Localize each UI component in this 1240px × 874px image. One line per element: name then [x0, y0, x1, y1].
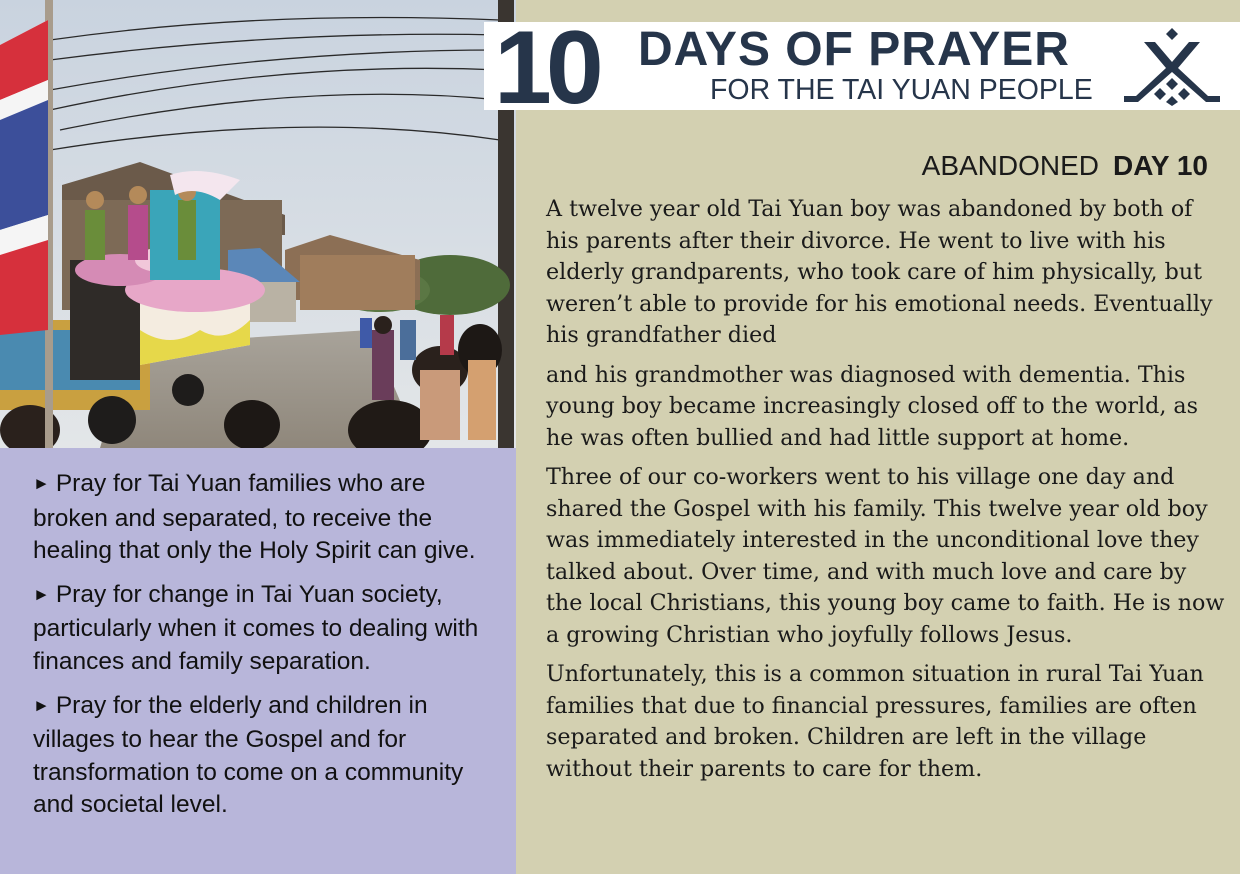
heading-day: DAY 10 [1113, 150, 1208, 181]
prayer-text: Pray for change in Tai Yuan society, particularly when it comes to dealing with finances and family separation. [33, 580, 479, 675]
prayer-item [33, 468, 492, 568]
day-heading [922, 148, 1208, 184]
days-number: 10 [494, 10, 598, 126]
story-paragraph: A twelve year old Tai Yuan boy was abandoned by both of his parents after their divorce. He went to live with his elderly grandparents, who took care of him physically, but weren’t able to provide for his emotional needs. Eventually his grandfather died [546, 196, 1213, 348]
story-body [546, 194, 1226, 793]
prayer-item [33, 690, 492, 822]
prayer-text: Pray for the elderly and children in villages to hear the Gospel and for transformation to come on a community and societal level. [33, 691, 464, 819]
tai-yuan-logo-icon [1122, 28, 1222, 110]
triangle-bullet-icon: ► [33, 474, 50, 493]
title-main: DAYS OF PRAYER [638, 23, 1070, 76]
story-paragraph: and his grandmother was diagnosed with dementia. This young boy became increasingly closed off to the world, as he was often bullied and had little support at home. [546, 361, 1199, 451]
prayer-item [33, 579, 492, 679]
title-banner [484, 10, 1240, 126]
story-paragraph: Unfortunately, this is a common situation in rural Tai Yuan families that due to financial pressures, families are often separated and broken. Children are left in the village without their parents to care for them. [546, 661, 1204, 782]
triangle-bullet-icon: ► [33, 695, 50, 715]
heading-theme: ABANDONED [921, 150, 1100, 181]
prayer-text: Pray for Tai Yuan families who are broken and separated, to receive the healing that only the Holy Spirit can give. [33, 470, 476, 565]
title-sub: FOR THE TAI YUAN PEOPLE [710, 74, 1093, 106]
prayer-points-panel [0, 448, 516, 874]
story-paragraph: Three of our co-workers went to his village one day and shared the Gospel with his family. This twelve year old boy was immediately interested in the unconditional love they talked about. Over time, and with much love and care by the local Christians, this young boy came to faith. He is now a growing Christian who joyfully follows Jesus. [546, 464, 1225, 648]
triangle-bullet-icon: ► [33, 584, 50, 604]
parade-photo [0, 0, 516, 448]
